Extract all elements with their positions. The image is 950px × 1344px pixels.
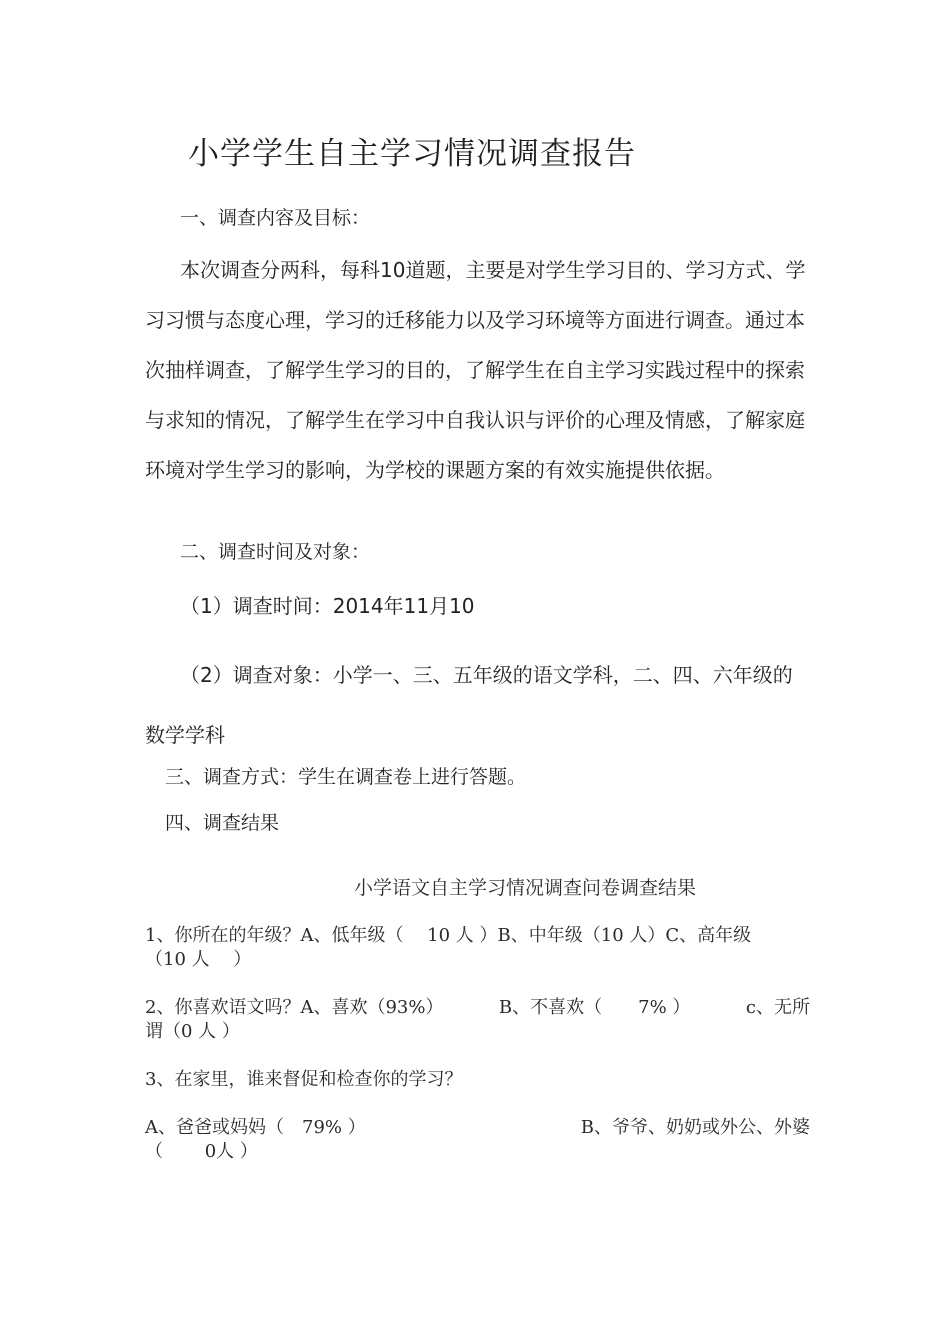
question-3-options: [145, 1116, 810, 1164]
question-3-options-line-2: （ 0人 ）: [145, 1141, 258, 1162]
question-2: [145, 996, 810, 1044]
section-3-heading: 三、调查方式：学生在调查卷上进行答题。: [165, 766, 527, 788]
question-2-option-b: B、不喜欢（ 7% ）: [498, 997, 691, 1018]
question-3-options-line-1: [145, 1116, 810, 1140]
section-1-paragraph: 本次调查分两科，每科10道题，主要是对学生学习目的、学习方式、学习习惯与态度心理，学习的迁移能力以及学习环境等方面进行调查。通过本次抽样调查，了解学生学习的目的，了解学生在自主学习实践过程中的探索与求知的情况，了解学生在学习中自我认识与评价的心理及情感，了解家庭环境对学生学习的影响，为学校的课题方案的有效实施提供依据。: [145, 258, 806, 482]
page-title: 小学学生自主学习情况调查报告: [188, 136, 636, 172]
section-2-heading: 二、调查时间及对象：: [180, 541, 371, 563]
question-2-option-c: c、无所: [745, 997, 810, 1018]
question-2-option-a: 2、你喜欢语文吗？A、喜欢（93%）: [145, 997, 444, 1018]
question-2-line-1: [145, 996, 810, 1020]
section-1-heading: 一、调查内容及目标：: [180, 207, 371, 229]
question-1: [145, 924, 810, 972]
question-3: [145, 1068, 810, 1092]
question-1-line-1: 1、你所在的年级？A、低年级（ 10 人 ）B、中年级（10 人）C、高年级: [145, 925, 752, 946]
section-4-heading: 四、调查结果: [165, 812, 280, 834]
question-2-line-2: 谓（0 人 ）: [145, 1021, 240, 1042]
question-3-option-b: B、爷爷、奶奶或外公、外婆: [580, 1117, 810, 1138]
question-1-line-2: （10 人 ）: [145, 949, 252, 970]
question-3-option-a: A、爸爸或妈妈（ 79% ）: [145, 1117, 366, 1138]
results-title: 小学语文自主学习情况调查问卷调查结果: [353, 877, 696, 899]
question-3-text: 3、在家里，谁来督促和检查你的学习？: [145, 1069, 463, 1090]
survey-target: （2）调查对象：小学一、三、五年级的语文学科，二、四、六年级的数学学科: [145, 663, 793, 747]
survey-time: （1）调查时间：2014年11月10: [180, 594, 475, 618]
